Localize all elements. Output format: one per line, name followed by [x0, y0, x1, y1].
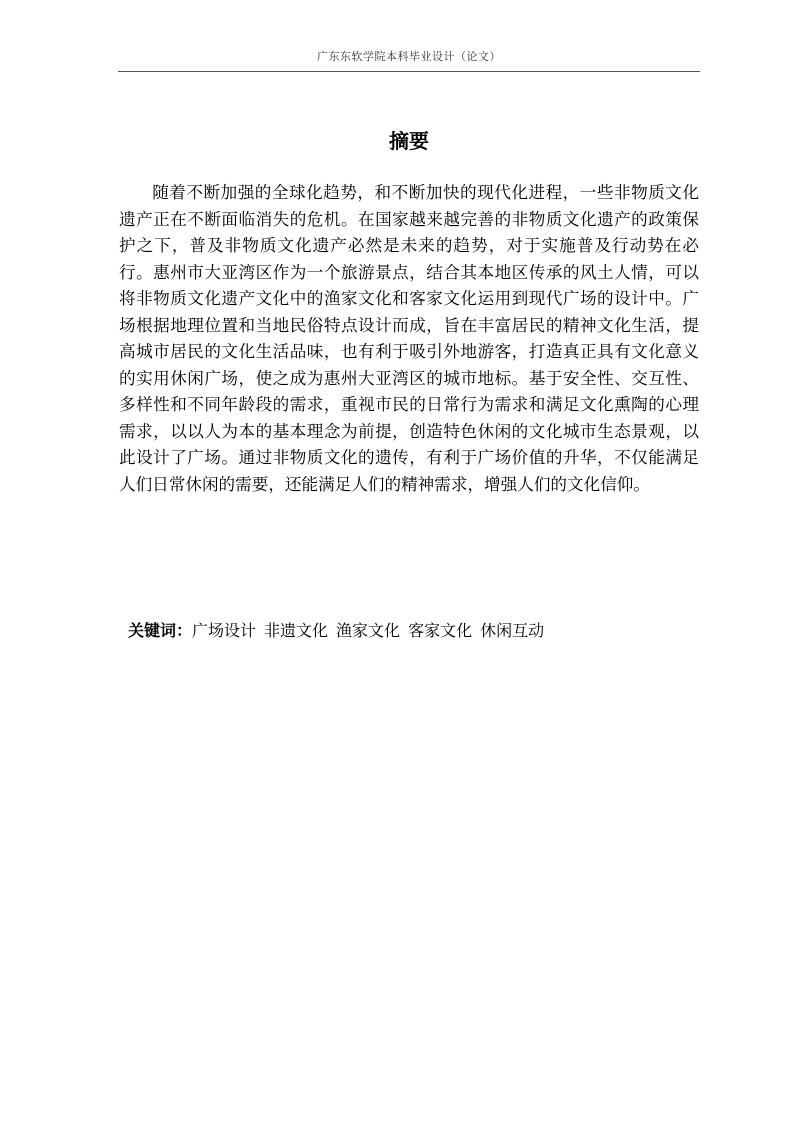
keyword-item: 非遗文化: [264, 621, 329, 640]
keywords-line: [128, 619, 544, 643]
keyword-item: 客家文化: [408, 621, 473, 640]
keyword-item: 广场设计: [192, 621, 257, 640]
running-header: 广东东软学院本科毕业设计（论文）: [317, 50, 501, 63]
keyword-item: 渔家文化: [336, 621, 401, 640]
abstract-title: 摘要: [389, 129, 429, 153]
header-divider: [118, 71, 700, 72]
keywords-label: 关键词：: [128, 621, 193, 640]
abstract-body: 随着不断加强的全球化趋势，和不断加快的现代化进程，一些非物质文化遗产正在不断面临消失的危机。在国家越来越完善的非物质文化遗产的政策保护之下，普及非物质文化遗产必然是未来的趋势，对于实施普及行动势在必行。惠州市大亚湾区作为一个旅游景点，结合其本地区传承的风土人情，可以将非物质文化遗产文化中的渔家文化和客家文化运用到现代广场的设计中。广场根据地理位置和当地民俗特点设计而成，旨在丰富居民的精神文化生活，提高城市居民的文化生活品味，也有利于吸引外地游客，打造真正具有文化意义的实用休闲广场，使之成为惠州大亚湾区的城市地标。基于安全性、交互性、多样性和不同年龄段的需求，重视市民的日常行为需求和满足文化熏陶的心理需求，以以人为本的基本理念为前提，创造特色休闲的文化城市生态景观，以此设计了广场。通过非物质文化的遗传，有利于广场价值的升华，不仅能满足人们日常休闲的需要，还能满足人们的精神需求，增强人们的文化信仰。: [119, 183, 699, 494]
keyword-item: 休闲互动: [480, 621, 545, 640]
